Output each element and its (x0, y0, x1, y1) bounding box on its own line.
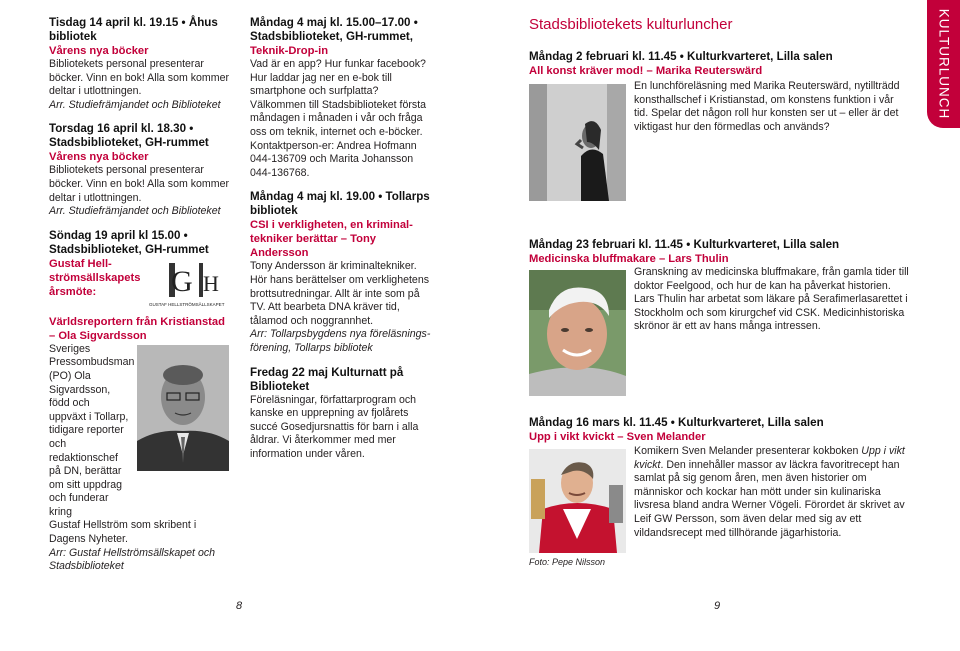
event-heading: Måndag 16 mars kl. 11.45 • Kulturkvarteret, Lilla salen (529, 416, 824, 429)
left-column (49, 16, 234, 574)
event-body: Föreläsningar, författarprogram och kanske en upprepning av fjolårets succé Gosedjursnattis för barn i alla åldrar. Vi återkommer med mer information under våren. (250, 393, 419, 460)
event-body: Bibliotekets personal presenterar böcker. Vinn en bok! Alla som kommer deltar i utlottningen. (49, 164, 229, 204)
ola-sigvardsson-photo (137, 345, 229, 471)
event-title: Medicinska bluffmakare – Lars Thulin (529, 253, 729, 265)
event-organizer: Arr: Tollarpsbygdens nya föreläsnings-förening, Tollarps bibliotek (250, 328, 431, 354)
event-heading: Måndag 2 februari kl. 11.45 • Kulturkvarteret, Lilla salen (529, 50, 833, 63)
event-body-text: . Den innehåller massor av läckra favoritrecept han samlat på sig genom åren, men även historier om människor och kockar han mött under sin kulinariska livsresa bland andra Werner Vögeli. Förordet är skrivet av Leif GW Persson, som även delar med sig av ett vildandsrecept med tillhörande jägarhistoria. (634, 458, 905, 539)
sven-melander-photo (529, 449, 626, 553)
event-heading: Tisdag 14 april kl. 19.15 • Åhus bibliotek (49, 16, 218, 43)
event-body: En lunchföreläsning med Marika Reuterswärd, nytillträdd konsthallschef i Kristianstad, om konstens funktion i vår tid. Spelar det någon roll hur konsten ser ut – eller är det viktigast hur den förmedlas och används? (634, 80, 900, 133)
book-title: Upp i vikt kvickt (634, 445, 905, 471)
marika-reutersward-photo (529, 84, 626, 201)
tab-label: KULTURLUNCH (936, 8, 951, 120)
page-number-left: 8 (236, 600, 243, 612)
middle-column (250, 16, 435, 471)
logo-wordmark: GUSTAF HELLSTRÖMSÄLLSKAPET (149, 301, 225, 307)
event-block (250, 366, 435, 462)
event-heading: Måndag 4 maj kl. 19.00 • Tollarps bibliotek (250, 190, 430, 218)
event-body-continued: Gustaf Hellström som skribent i Dagens Nyheter. (49, 519, 197, 546)
kulturlunch-tab (927, 0, 960, 128)
event-block (49, 228, 234, 307)
event-body: Granskning av medicinska bluffmakare, från gamla tider till doktor Feelgood, och hur de kan ha påverkat historien. Lars Thulin har arbetat som läkare på Serafimerlasarettet i Stockholm och som kirurgchef vid CSK. Medicinhistoriska skrönor är ett av hans många intressen. (634, 266, 909, 333)
lunch-event (529, 50, 909, 228)
event-heading: Söndag 19 april kl 15.00 • Stadsbiblioteket, GH-rummet (49, 228, 209, 256)
event-heading: Måndag 23 februari kl. 11.45 • Kulturkvarteret, Lilla salen (529, 238, 840, 251)
event-heading: Torsdag 16 april kl. 18.30 • Stadsbiblioteket, GH-rummet (49, 122, 209, 150)
event-organizer: Arr. Studiefrämjandet och Biblioteket (49, 98, 221, 111)
photo-credit: Foto: Pepe Nilsson (529, 557, 606, 568)
event-title: Gustaf Hell-strömsällskapets årsmöte: (49, 257, 141, 298)
event-heading: Måndag 4 maj kl. 15.00–17.00 • Stadsbiblioteket, GH-rummet, (250, 16, 418, 43)
event-heading: Fredag 22 maj Kulturnatt på Biblioteket (250, 365, 404, 393)
page-number-right: 9 (714, 600, 721, 612)
event-body-text: Komikern Sven Melander presenterar kokboken (634, 445, 862, 457)
event-block (250, 16, 435, 180)
lars-thulin-photo (529, 270, 626, 396)
event-block (49, 16, 234, 112)
svg-text:G: G (171, 264, 193, 298)
event-organizer: Arr. Studiefrämjandet och Biblioteket (49, 205, 221, 218)
event-title: Vårens nya böcker (49, 151, 149, 164)
event-block (49, 315, 234, 574)
event-body (634, 445, 909, 540)
event-title: Vårens nya böcker (49, 45, 149, 57)
event-body: Tony Andersson är kriminaltekniker. Hör hans berättelser om verklighetens brottsutredningar. Allt är inte som på TV. Att bearbeta DNA kräver tid, tålamod och noggrannhet. (250, 260, 430, 327)
event-body: Vad är en app? Hur funkar facebook? Hur laddar jag ner en e-bok till smartphone och surfplatta? Välkommen till Stadsbiblioteket första måndagen i månaden i vår och fråga oss om teknik, internet och e-böcker. Kontaktperson-er: Andrea Hofmann 044-136709 och Marita Johansson 044-136768. (250, 58, 427, 179)
event-body: Bibliotekets personal presenterar böcker. Vinn en bok! Alla som kommer deltar i utlottningen. (49, 58, 229, 98)
event-organizer: Arr: Gustaf Hellströmsällskapet och Stadsbiblioteket (49, 546, 216, 573)
gustaf-hellstrom-logo (149, 261, 229, 307)
event-title: All konst kräver mod! – Marika Reuterswärd (529, 65, 763, 77)
right-column (529, 16, 909, 580)
event-body: Sveriges Pressombudsman (PO) Ola Sigvardsson, född och uppväxt i Tollarp, tidigare reporter och redaktionschef på DN, berättar om sitt uppdrag och funderar kring (49, 342, 135, 518)
section-heading: Stadsbibliotekets kulturluncher (529, 16, 733, 33)
lunch-event (529, 416, 909, 570)
svg-text:H: H (203, 270, 219, 296)
event-block (49, 122, 234, 218)
event-title: Teknik-Drop-in (250, 45, 329, 57)
event-title: Upp i vikt kvickt – Sven Melander (529, 431, 706, 443)
event-title: Världsreportern från Kristianstad – Ola Sigvardsson (49, 315, 225, 342)
lunch-event (529, 238, 909, 408)
event-title: CSI i verkligheten, en kriminal-tekniker berättar – Tony Andersson (250, 219, 413, 260)
event-block (250, 190, 435, 355)
